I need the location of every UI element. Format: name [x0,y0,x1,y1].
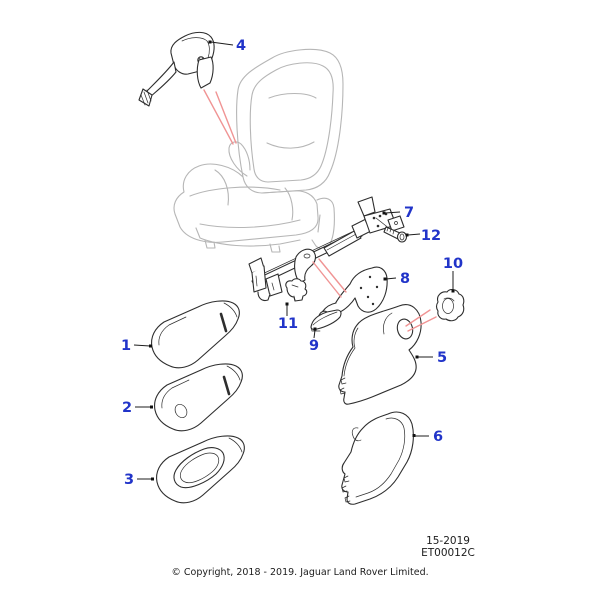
figure-ref-line2: ET00012C [421,547,475,559]
callout-4[interactable]: 4 [235,38,247,54]
part-6-valance-drawing [342,412,414,504]
part-10-knob-drawing [437,290,464,321]
callout-1[interactable]: 1 [120,338,132,354]
figure-ref-line1: 15-2019 [426,535,470,547]
callout-8[interactable]: 8 [399,271,411,287]
part-1-panel-drawing [152,301,240,368]
callout-3[interactable]: 3 [123,472,135,488]
callout-5[interactable]: 5 [436,350,448,366]
callout-10[interactable]: 10 [442,256,464,272]
part-4-trim-drawing [139,32,214,106]
figure-reference [398,535,498,559]
callout-12[interactable]: 12 [420,228,442,244]
copyright-notice: © Copyright, 2018 - 2019. Jaguar Land Rover Limited. [171,567,429,578]
part-3-panel-drawing [157,436,245,503]
callout-6[interactable]: 6 [432,429,444,445]
part-5-valance-drawing [339,305,421,405]
callout-7[interactable]: 7 [403,205,415,221]
part-11-clip-drawing [286,279,307,301]
callout-2[interactable]: 2 [121,400,133,416]
callout-9[interactable]: 9 [308,338,320,354]
callout-11[interactable]: 11 [277,316,299,332]
part-2-panel-drawing [155,364,243,431]
red-leader-lines [204,90,436,331]
